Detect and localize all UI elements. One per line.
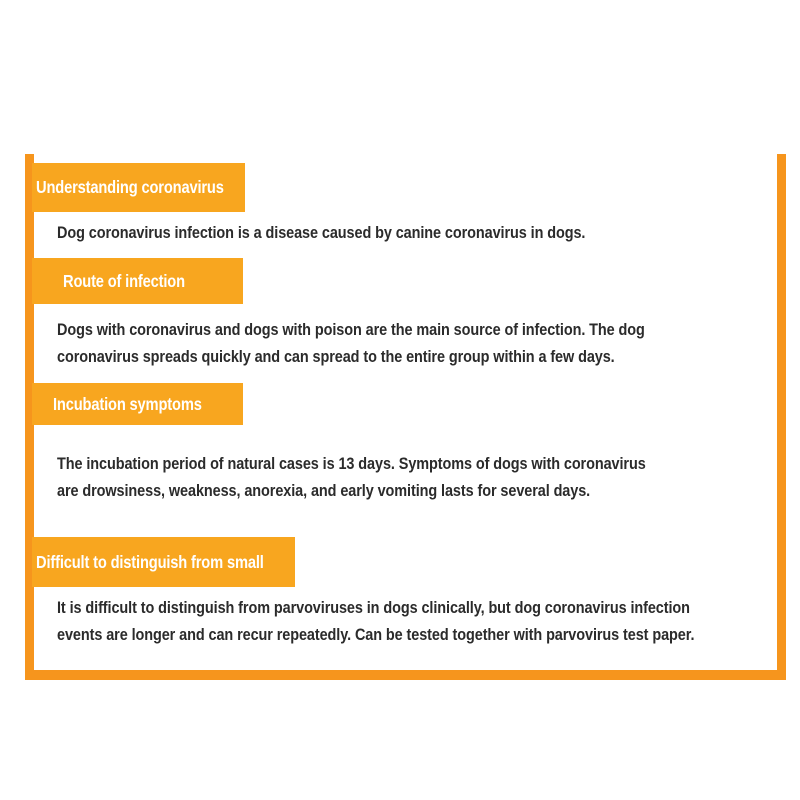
body-text-line: are drowsiness, weakness, anorexia, and early vomiting lasts for several days. bbox=[57, 481, 591, 500]
body-text-line: events are longer and can recur repeatedly. Can be tested together with parvovirus test paper. bbox=[57, 625, 695, 644]
body-text-line: coronavirus spreads quickly and can spread to the entire group within a few days. bbox=[57, 347, 615, 366]
frame-bottom-bar bbox=[25, 670, 786, 680]
body-text-line: Dogs with coronavirus and dogs with poison are the main source of infection. The dog bbox=[57, 320, 645, 339]
section-title: Understanding coronavirus bbox=[36, 177, 224, 197]
body-text-line: Dog coronavirus infection is a disease caused by canine coronavirus in dogs. bbox=[57, 223, 586, 242]
section-badge-incubation-symptoms bbox=[32, 383, 243, 425]
section-body-difficult-to-distinguish bbox=[57, 594, 800, 648]
section-badge-route-of-infection bbox=[32, 258, 243, 304]
section-title: Route of infection bbox=[63, 270, 185, 291]
section-badge-understanding-coronavirus bbox=[32, 163, 245, 212]
section-body-understanding-coronavirus bbox=[57, 219, 679, 246]
body-text-line: It is difficult to distinguish from parvoviruses in dogs clinically, but dog coronavirus infection bbox=[57, 598, 690, 617]
body-text-line: The incubation period of natural cases is 13 days. Symptoms of dogs with coronavirus bbox=[57, 454, 646, 473]
section-body-route-of-infection bbox=[57, 316, 749, 370]
section-body-incubation-symptoms bbox=[57, 450, 750, 504]
section-title: Difficult to distinguish from small bbox=[36, 551, 264, 572]
section-title: Incubation symptoms bbox=[53, 393, 202, 414]
section-badge-difficult-to-distinguish bbox=[32, 537, 295, 587]
